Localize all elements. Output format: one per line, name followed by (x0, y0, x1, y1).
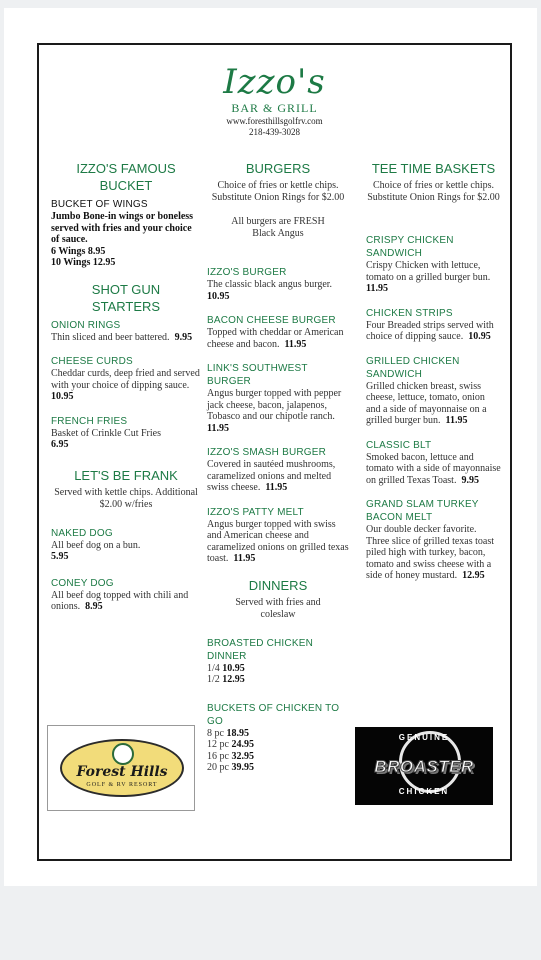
item-desc: Angus burger topped with swiss and American cheese and caramelized onions on grilled texas toast. 11.95 (207, 518, 349, 564)
phone-text: 218-439-3028 (249, 127, 300, 137)
item-desc: All beef dog on a bun. (51, 539, 141, 551)
item-desc: Four Breaded strips served with choice of dipping sauce. 10.95 (366, 319, 494, 342)
menu-column-center (207, 160, 349, 774)
golf-ball-icon (112, 743, 134, 765)
item-name: BROASTED CHICKEN DINNER (207, 637, 313, 662)
item-price: 5.95 (51, 551, 69, 562)
item-desc: Angus burger topped with pepper jack cheese, bacon, jalapenos, Tobasco and our chipotle ranch. 11.95 (207, 388, 342, 434)
item-desc: Jumbo Bone-in wings or boneless served with fries and your choice of sauce. (51, 211, 194, 245)
broaster-wordmark: BROASTER (374, 757, 474, 776)
website-text: www.foresthillsgolfrv.com (226, 116, 323, 126)
item-name: CHEESE CURDS (51, 356, 133, 367)
price-row: 8 pc 18.95 (207, 727, 249, 739)
item-desc: Basket of Crinkle Cut Fries (51, 427, 161, 439)
section-note: Served with kettle chips. Additional $2.00 w/fries (54, 486, 198, 510)
section-title-burgers: BURGERS (245, 161, 311, 176)
price-row: 1/4 10.95 (207, 662, 245, 674)
item-name: GRAND SLAM TURKEY BACON MELT (366, 499, 479, 523)
item-desc: The classic black angus burger. 10.95 (207, 279, 333, 302)
item-name: BUCKETS OF CHICKEN TO GO (207, 702, 340, 727)
item-price: 10.95 (51, 391, 74, 402)
broaster-genuine-text: GENUINE (398, 733, 450, 742)
item-name: FRENCH FRIES (51, 415, 128, 427)
item-name: CLASSIC BLT (366, 439, 432, 451)
forest-hills-logo (47, 725, 195, 811)
item-name: IZZO'S BURGER (207, 267, 287, 278)
item-name: LINK'S SOUTHWEST BURGER (207, 363, 308, 387)
section-note: Served with fries and coleslaw (235, 596, 321, 620)
menu-column-right (366, 160, 501, 582)
section-note: Choice of fries or kettle chips. Substitute Onion Rings for $2.00 (367, 180, 500, 203)
section-note: All burgers are FRESH Black Angus (231, 216, 325, 239)
price-row: 12 pc 24.95 (207, 739, 254, 750)
item-desc: Covered in sautéed mushrooms, caramelized onions and melted swiss cheese. 11.95 (207, 459, 336, 493)
item-name: CONEY DOG (51, 577, 114, 589)
item-name: CHICKEN STRIPS (366, 307, 453, 319)
section-title-famous: IZZO'S FAMOUS BUCKET (76, 161, 176, 193)
section-note: Choice of fries or kettle chips. Substitute Onion Rings for $2.00 (211, 180, 345, 203)
item-name: IZZO'S PATTY MELT (207, 506, 304, 518)
section-title-baskets: TEE TIME BASKETS (371, 161, 496, 176)
item-name: NAKED DOG (51, 527, 113, 539)
forest-hills-title: Forest Hills (76, 764, 168, 780)
item-price: 6 Wings 8.95 (51, 245, 106, 257)
item-name: IZZO'S SMASH BURGER (207, 447, 327, 458)
izzos-logo: Izzo's (223, 62, 326, 102)
item-price: 10 Wings 12.95 (51, 257, 116, 268)
section-title-starters: SHOT GUN STARTERS (91, 281, 161, 314)
section-title-frank: LET'S BE FRANK (74, 467, 178, 483)
item-desc: Cheddar curds, deep fried and served with your choice of dipping sauce. (51, 368, 200, 391)
menu-column-left (51, 160, 201, 613)
item-name: ONION RINGS (51, 319, 121, 331)
item-price: 6.95 (51, 439, 69, 450)
menu-header (39, 62, 510, 138)
item-desc: Crispy Chicken with lettuce, tomato on a grilled burger bun. 11.95 (366, 260, 491, 294)
price-row: 20 pc 39.95 (207, 762, 254, 773)
item-name: BUCKET OF WINGS (51, 199, 148, 210)
forest-hills-subtitle: GOLF & RV RESORT (86, 782, 158, 788)
broaster-chicken-text: CHICKEN (398, 787, 450, 796)
item-desc: Grilled chicken breast, swiss cheese, lettuce, tomato, onion and a side of mayonnaise on a grilled burger bun. 11.95 (366, 380, 487, 426)
menu-frame (37, 43, 512, 861)
price-row: 1/2 12.95 (207, 674, 245, 685)
forest-hills-oval (60, 739, 184, 797)
item-desc: Topped with cheddar or American cheese and bacon. 11.95 (207, 327, 344, 350)
item-name: GRILLED CHICKEN SANDWICH (366, 355, 460, 380)
item-desc: Thin sliced and beer battered. 9.95 (51, 331, 193, 343)
item-desc: All beef dog topped with chili and onions. 8.95 (51, 589, 189, 612)
price-row: 16 pc 32.95 (207, 750, 254, 762)
broaster-logo (355, 727, 493, 805)
item-name: CRISPY CHICKEN SANDWICH (366, 235, 454, 259)
bar-grill-label: BAR & GRILL (231, 101, 318, 115)
item-name: BACON CHEESE BURGER (207, 315, 336, 326)
menu-sheet (4, 8, 537, 886)
item-desc: Smoked bacon, lettuce and tomato with a side of mayonnaise on grilled Texas Toast. 9.95 (366, 451, 501, 486)
item-desc: Our double decker favorite. Three slice of grilled texas toast piled high with turkey, bacon, tomato and swiss cheese with a side of honey mustard. 12.95 (366, 524, 495, 581)
section-title-dinners: DINNERS (248, 577, 308, 593)
